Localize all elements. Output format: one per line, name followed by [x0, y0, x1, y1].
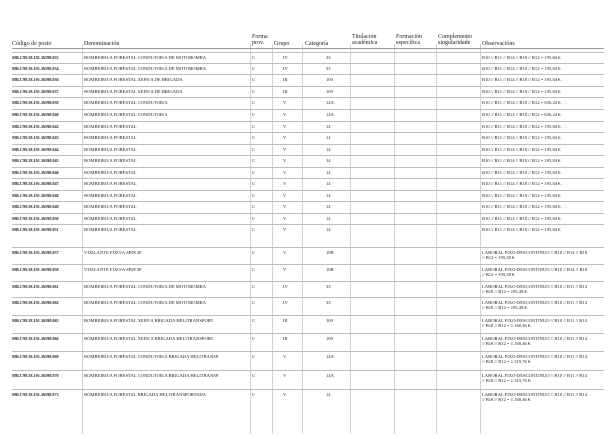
table-cell-code: MR.C99.58.191.36598.039 [12, 100, 59, 105]
observacions-line: LABORAL FIXO-DESCONTINUO // B10 // B11 // B14 [482, 318, 587, 323]
header-observacions: Observacións [482, 41, 515, 47]
table-cell-observacions [482, 112, 600, 117]
row-separator [12, 121, 604, 122]
table-cell-code: MR.C99.58.191.36598.066 [12, 336, 59, 341]
observacions-line: B10 // B11 // B14 // B18 // B12 = 656,24 €. [482, 112, 562, 117]
row-separator [12, 201, 604, 202]
table-cell-name: BOMBEIRO/A FORESTAL CONDUTOR/A DE MOTOBOMBA [84, 66, 207, 71]
observacions-line: B10 // B11 // B14 // B18 // B12 = 195,84 €. [482, 66, 562, 71]
table-cell-grupo: V [283, 250, 287, 255]
observacions-line: LABORAL FIXO-DESCONTINUO // B10 // B11 // B14 [482, 284, 587, 289]
row-separator [12, 333, 604, 334]
table-cell-forma: C [252, 250, 256, 255]
table-cell-name: BOMBEIRO/A FORESTAL [84, 124, 137, 129]
row-separator [12, 109, 604, 110]
table-cell-forma: C [252, 181, 256, 186]
table-cell-name: BOMBEIRO/A FORESTAL [84, 193, 137, 198]
table-cell-grupo: V [283, 267, 287, 272]
table-cell-observacions [482, 193, 600, 198]
row-separator [12, 297, 604, 298]
row-separator [12, 144, 604, 145]
observacions-line: B10 // B11 // B14 // B18 // B12 = 656,24 €. [482, 100, 562, 105]
observacions-line: // B12 = 195,38 €. [482, 255, 516, 261]
row-separator [12, 155, 604, 156]
table-cell-categoria: 10B [326, 267, 334, 272]
table-cell-forma: C [252, 373, 256, 378]
table-cell-categoria: 14A [326, 100, 334, 105]
table-cell-forma: C [252, 227, 256, 232]
table-cell-forma: C [252, 318, 256, 323]
table-cell-code: MR.C99.58.191.36598.042 [12, 124, 59, 129]
row-separator [12, 247, 604, 248]
table-cell-categoria: 14 [326, 147, 331, 152]
observacions-line: // B18 // B12 = 1.319,76 €. [482, 359, 532, 365]
table-cell-code: MR.C99.58.191.36598.057 [12, 250, 59, 255]
table-cell-forma: C [252, 336, 256, 341]
header-formacion: Formación específica [396, 34, 422, 47]
table-cell-name: BOMBEIRO/A FORESTAL CONDUTOR/A DE MOTOBOMBA [84, 300, 207, 305]
table-cell-categoria: 14 [326, 204, 331, 209]
table-cell-name: BOMBEIRO/A FORESTAL [84, 204, 137, 209]
table-cell-observacions [482, 135, 600, 140]
table-cell-categoria: 14 [326, 135, 331, 140]
header-categoria: Categoría [305, 41, 329, 47]
table-cell-categoria: 33 [326, 55, 331, 60]
table-cell-observacions [482, 100, 600, 105]
table-cell-grupo: IV [283, 55, 288, 60]
observacions-line: LABORAL FIXO-DESCONTINUO // B10 // B11 // B14 [482, 336, 587, 341]
table-cell-categoria: 33 [326, 300, 331, 305]
observacions-line: B10 // B11 // B14 // B18 // B12 = 195,84 €. [482, 77, 562, 82]
table-cell-categoria: 14 [326, 170, 331, 175]
table-cell-categoria: 14 [326, 392, 331, 397]
table-cell-name: BOMBEIRO/A FORESTAL CONDUTOR/A DE MOTOBOMBA [84, 284, 207, 289]
table-cell-grupo: III [283, 318, 288, 323]
table-cell-code: MR.C99.58.191.36598.036 [12, 77, 59, 82]
table-cell-grupo: III [283, 336, 288, 341]
table-cell-code: MR.C99.58.191.36598.065 [12, 318, 59, 323]
table-cell-grupo: V [283, 158, 287, 163]
table-cell-forma: C [252, 193, 256, 198]
row-separator [12, 264, 604, 265]
column-divider [272, 44, 273, 434]
table-cell-grupo: V [283, 181, 287, 186]
table-cell-grupo: V [283, 373, 287, 378]
table-cell-grupo: IV [283, 284, 288, 289]
table-cell-name: BOMBEIRO/A FORESTAL [84, 227, 137, 232]
table-cell-code: MR.C99.58.191.36598.062 [12, 300, 59, 305]
table-cell-name: BOMBEIRO/A FORESTAL [84, 216, 137, 221]
table-cell-observacions [482, 227, 600, 232]
table-cell-observacions [482, 373, 600, 383]
row-separator [12, 389, 604, 390]
column-divider [82, 44, 83, 434]
table-cell-grupo: V [283, 227, 287, 232]
observacions-line: B10 // B11 // B14 // B18 // B12 = 195,84 €. [482, 216, 562, 221]
row-separator [12, 167, 604, 168]
table-cell-code: MR.C99.58.191.36598.051 [12, 227, 59, 232]
table-cell-grupo: V [283, 216, 287, 221]
table-cell-categoria: 33 [326, 284, 331, 289]
table-cell-forma: C [252, 124, 256, 129]
table-cell-observacions [482, 77, 600, 82]
table-cell-forma: C [252, 354, 256, 359]
header-code: Código de posto [12, 41, 52, 47]
table-cell-forma: C [252, 170, 256, 175]
table-cell-code: MR.C99.58.191.36598.037 [12, 89, 59, 94]
table-cell-grupo: V [283, 112, 287, 117]
table-cell-observacions [482, 392, 600, 402]
table-cell-code: MR.C99.58.191.36598.048 [12, 193, 59, 198]
column-divider [480, 44, 481, 434]
table-cell-forma: C [252, 55, 256, 60]
row-separator [12, 281, 604, 282]
table-cell-name: BOMBEIRO/A FORESTAL XEFE/A BRIGADA HELITRANSPORT. [84, 336, 215, 341]
table-cell-categoria: 100 [326, 77, 333, 82]
header-complemento: Complemento singularidade [438, 34, 472, 47]
table-cell-name: BOMBEIRO/A FORESTAL CONDUTOR/A BRIGADA HELITRANSP. [84, 354, 220, 359]
table-cell-code: MR.C99.58.191.36598.049 [12, 204, 59, 209]
observacions-line: // B18 // B12 = 1.319,76 €. [482, 378, 532, 384]
table-cell-code: MR.C99.58.191.36598.058 [12, 267, 59, 272]
table-cell-categoria: 100 [326, 318, 333, 323]
row-separator [12, 370, 604, 371]
observacions-line: B10 // B11 // B14 // B18 // B12 = 195,84 €. [482, 124, 562, 129]
table-cell-grupo: V [283, 354, 287, 359]
table-cell-name: BOMBEIRO/A FORESTAL CONDUTOR/A [84, 112, 168, 117]
table-cell-code: MR.C99.58.191.36598.040 [12, 112, 59, 117]
row-separator [12, 52, 604, 53]
table-cell-categoria: 14A [326, 373, 334, 378]
observacions-line: LABORAL FIXO-DESCONTINUO // B10 // B14 // B18 [482, 250, 588, 255]
table-cell-name: BOMBEIRO/A FORESTAL CONDUTOR/A [84, 100, 168, 105]
table-cell-forma: C [252, 216, 256, 221]
header-separator [12, 48, 604, 49]
table-cell-observacions [482, 318, 600, 328]
table-cell-grupo: V [283, 170, 287, 175]
header-grupo: Grupo [274, 41, 290, 47]
table-cell-forma: C [252, 158, 256, 163]
observacions-line: B10 // B11 // B14 // B18 // B12 = 195,84 €. [482, 55, 562, 60]
table-cell-categoria: 100 [326, 336, 333, 341]
row-separator [12, 190, 604, 191]
table-cell-code: MR.C99.58.191.36598.033 [12, 55, 59, 60]
row-separator [12, 224, 604, 225]
table-cell-observacions [482, 336, 600, 346]
row-separator [12, 351, 604, 352]
table-cell-forma: C [252, 77, 256, 82]
table-cell-name: BOMBEIRO/A FORESTAL [84, 181, 137, 186]
table-cell-grupo: V [283, 147, 287, 152]
table-cell-forma: C [252, 147, 256, 152]
observacions-line: LABORAL FIXO-DESCONTINUO // B10 // B11 // B14 [482, 354, 587, 359]
table-cell-code: MR.C99.58.191.36598.047 [12, 181, 59, 186]
table-cell-categoria: 14 [326, 227, 331, 232]
observacions-line: // B18 // B12 = 1.160,46 €. [482, 341, 532, 347]
table-cell-observacions [482, 250, 600, 260]
table-cell-observacions [482, 147, 600, 152]
table-cell-code: MR.C99.58.191.36598.043 [12, 135, 59, 140]
observacions-line: B10 // B11 // B14 // B18 // B12 = 195,84 €. [482, 181, 562, 186]
row-separator [12, 315, 604, 316]
row-separator [12, 213, 604, 214]
column-divider [436, 44, 437, 434]
table-cell-name: VIXILANTE FIXO/A SPDCIF [84, 267, 142, 272]
table-cell-observacions [482, 170, 600, 175]
observacions-line: B10 // B11 // B14 // B18 // B12 = 195,84 €. [482, 135, 562, 140]
observacions-line: LABORAL FIXO-DESCONTINUO // B10 // B11 // B14 [482, 373, 587, 378]
row-separator [12, 74, 604, 75]
table-cell-grupo: V [283, 204, 287, 209]
observacions-line: B10 // B11 // B14 // B18 // B12 = 195,84 €. [482, 158, 562, 163]
table-cell-name: BOMBEIRO/A FORESTAL [84, 135, 137, 140]
table-cell-code: MR.C99.58.191.36598.046 [12, 170, 59, 175]
table-cell-code: MR.C99.58.191.36598.044 [12, 147, 59, 152]
table-cell-categoria: 14A [326, 354, 334, 359]
observacions-line: // B18 // B12 = 1.160,46 €. [482, 323, 532, 329]
table-cell-grupo: V [283, 193, 287, 198]
table-cell-grupo: IV [283, 300, 288, 305]
observacions-line: LABORAL FIXO-DESCONTINUO // B10 // B11 // B14 [482, 392, 587, 397]
observacions-line: B10 // B11 // B14 // B18 // B12 = 195,84 €. [482, 170, 562, 175]
table-cell-observacions [482, 204, 600, 209]
table-cell-code: MR.C99.58.191.36598.070 [12, 373, 59, 378]
table-cell-forma: C [252, 300, 256, 305]
table-cell-observacions [482, 181, 600, 186]
table-cell-grupo: V [283, 392, 287, 397]
table-cell-code: MR.C99.58.191.36598.069 [12, 354, 59, 359]
table-cell-forma: C [252, 100, 256, 105]
table-cell-observacions [482, 354, 600, 364]
observacions-line: LABORAL FIXO-DESCONTINUO // B10 // B14 // B18 [482, 267, 588, 272]
table-cell-name: BOMBEIRO/A FORESTAL XEFE/A DE BRIGADA [84, 89, 183, 94]
table-cell-categoria: 100 [326, 89, 333, 94]
row-separator [12, 132, 604, 133]
header-forma: Forma prov. [252, 34, 268, 47]
table-cell-observacions [482, 89, 600, 94]
observacions-line: B10 // B11 // B14 // B18 // B12 = 195,84 €. [482, 147, 562, 152]
observacions-line: B10 // B11 // B14 // B18 // B12 = 195,84 €. [482, 227, 562, 232]
observacions-line: // B18 // B12 = 195,38 €. [482, 305, 528, 311]
observacions-line: LABORAL FIXO-DESCONTINUO // B10 // B11 // B14 [482, 300, 587, 305]
header-titulacion: Titulación académica [352, 34, 378, 47]
column-divider [394, 44, 395, 434]
table-cell-categoria: 14 [326, 158, 331, 163]
table-cell-name: BOMBEIRO/A FORESTAL XEFE/A DE BRIGADA [84, 77, 183, 82]
table-cell-categoria: 10B [326, 250, 334, 255]
table-cell-observacions [482, 158, 600, 163]
table-cell-code: MR.C99.58.191.36598.045 [12, 158, 59, 163]
table-cell-observacions [482, 124, 600, 129]
table-cell-name: BOMBEIRO/A FORESTAL CONDUTOR/A DE MOTOBOMBA [84, 55, 207, 60]
table-cell-grupo: V [283, 124, 287, 129]
table-cell-categoria: 33 [326, 66, 331, 71]
column-divider [302, 44, 303, 434]
table-cell-grupo: III [283, 77, 288, 82]
observacions-line: // B12 = 195,38 €. [482, 272, 516, 278]
table-cell-observacions [482, 300, 600, 310]
table-cell-forma: C [252, 284, 256, 289]
observacions-line: B10 // B11 // B14 // B18 // B12 = 195,84 €. [482, 193, 562, 198]
observacions-line: // B18 // B12 = 1.160,46 €. [482, 397, 532, 403]
table-cell-code: MR.C99.58.191.36598.061 [12, 284, 59, 289]
row-separator [12, 86, 604, 87]
table-cell-forma: C [252, 204, 256, 209]
table-cell-observacions [482, 55, 600, 60]
table-cell-observacions [482, 216, 600, 221]
row-separator [12, 178, 604, 179]
table-cell-forma: C [252, 66, 256, 71]
table-cell-observacions [482, 66, 600, 71]
table-cell-name: VIXILANTE FIXO/A SPDCIF [84, 250, 142, 255]
table-cell-grupo: V [283, 100, 287, 105]
table-cell-name: BOMBEIRO/A FORESTAL [84, 158, 137, 163]
row-separator [12, 63, 604, 64]
row-separator [12, 97, 604, 98]
table-cell-name: BOMBEIRO/A FORESTAL [84, 170, 137, 175]
column-divider [250, 44, 251, 434]
column-divider [350, 44, 351, 434]
table-cell-name: BOMBEIRO/A FORESTAL BRIGADA HELITRANSPORTADA [84, 392, 206, 397]
table-cell-code: MR.C99.58.191.36598.034 [12, 66, 59, 71]
table-cell-forma: C [252, 89, 256, 94]
table-cell-categoria: 14 [326, 124, 331, 129]
table-cell-categoria: 14 [326, 216, 331, 221]
table-cell-forma: C [252, 267, 256, 272]
table-cell-code: MR.C99.58.191.36598.050 [12, 216, 59, 221]
table-cell-grupo: V [283, 135, 287, 140]
table-cell-categoria: 14 [326, 181, 331, 186]
table-cell-categoria: 14A [326, 112, 334, 117]
table-cell-categoria: 14 [326, 193, 331, 198]
table-cell-name: BOMBEIRO/A FORESTAL CONDUTOR/A BRIGADA HELITRANSP. [84, 373, 220, 378]
table-cell-name: BOMBEIRO/A FORESTAL XEFE/A BRIGADA HELITRANSPORT. [84, 318, 215, 323]
table-cell-name: BOMBEIRO/A FORESTAL [84, 147, 137, 152]
observacions-line: B10 // B11 // B14 // B18 // B12 = 195,84 €. [482, 204, 562, 209]
table-cell-grupo: IV [283, 66, 288, 71]
table-cell-grupo: III [283, 89, 288, 94]
table-cell-observacions [482, 267, 600, 277]
table-cell-forma: C [252, 392, 256, 397]
table-cell-code: MR.C99.58.191.36598.073 [12, 392, 59, 397]
observacions-line: B10 // B11 // B14 // B18 // B12 = 195,84 €. [482, 89, 562, 94]
header-name: Denominación [84, 41, 120, 47]
table-cell-forma: C [252, 135, 256, 140]
table-cell-observacions [482, 284, 600, 294]
table-cell-forma: C [252, 112, 256, 117]
observacions-line: // B18 // B12 = 195,38 €. [482, 289, 528, 295]
